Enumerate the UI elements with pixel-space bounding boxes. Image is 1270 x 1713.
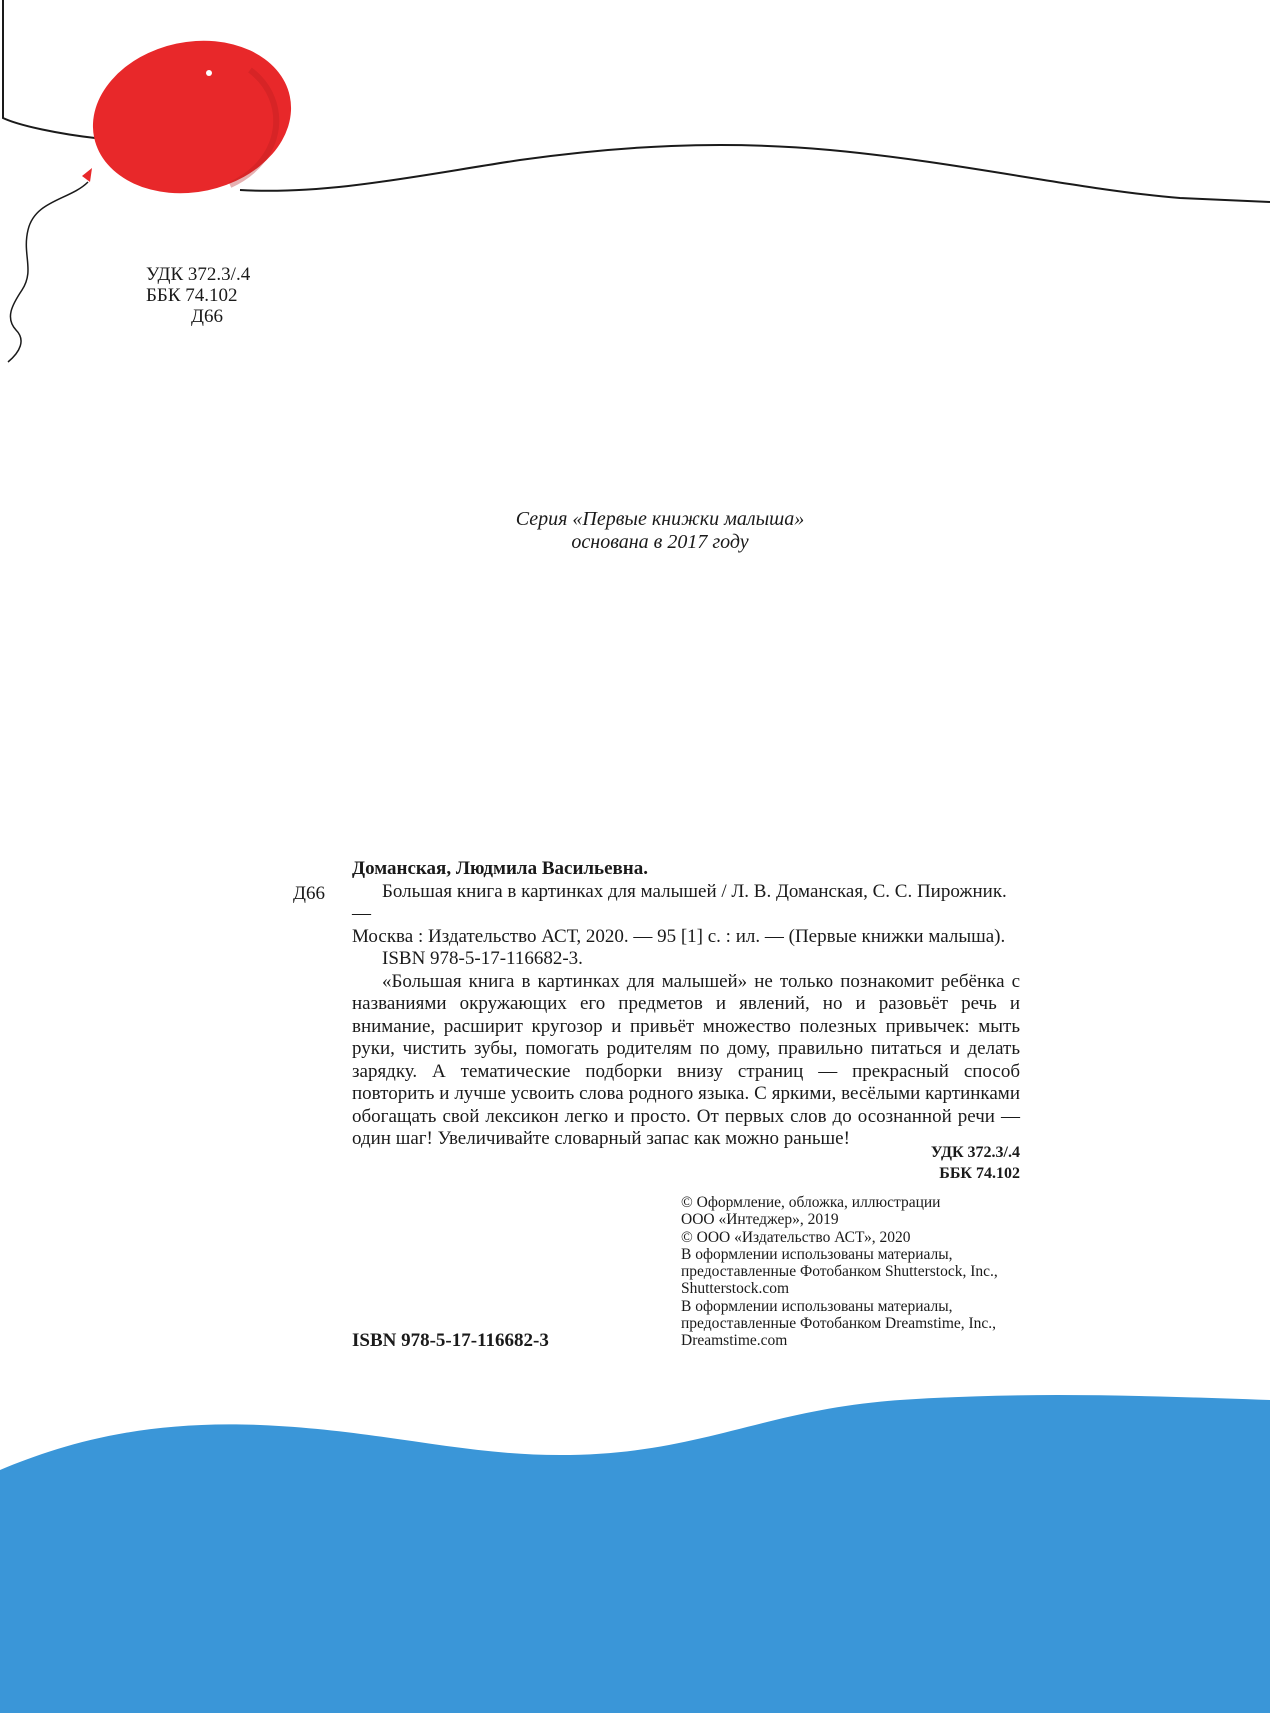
classification-codes <box>820 1142 1020 1184</box>
credit-line: предоставленные Фотобанком Dreamstime, Inc., <box>681 1315 997 1333</box>
isbn-main: ISBN 978-5-17-116682-3 <box>352 1330 549 1351</box>
balloon-string-icon <box>8 182 88 362</box>
wavy-line-icon <box>240 145 1270 202</box>
title-line: Большая книга в картинках для малышей / Л. В. Доманская, С. С. Пирожник. — <box>352 880 1007 924</box>
balloon-string-top-icon <box>3 0 95 138</box>
catalog-code: Д66 <box>293 883 325 904</box>
credit-line: ООО «Интеджер», 2019 <box>681 1211 839 1229</box>
isbn-line: ISBN 978-5-17-116682-3. <box>382 948 583 969</box>
series-note <box>0 508 1270 554</box>
classif-udk: УДК 372.3/.4 <box>930 1144 1020 1161</box>
udk-code: УДК 372.3/.4 <box>146 264 251 285</box>
annotation: «Большая книга в картинках для малышей» не только познакомит ребёнка с названиями окружающих его предметов и явлений, но и разовьёт речь и внимание, расширит кругозор и привьёт множество полезных привычек: мыть руки, чистить зубы, помогать родителям по дому, правильно питаться и делать зарядку. А тематические подборки внизу страниц — прекрасный способ повторить и лучше усвоить слова родного языка. С яркими, весёлыми картинками обогащать свой лексикон легко и просто. От первых слов до осознанной речи — один шаг! Увеличивайте словарный запас как можно раньше! <box>352 970 1020 1149</box>
blue-wave-icon <box>0 1395 1270 1713</box>
bibliographic-record <box>352 858 1020 1151</box>
author-name: Доманская, Людмила Васильевна. <box>352 858 648 879</box>
credit-line: В оформлении использованы материалы, <box>681 1297 953 1315</box>
credit-line: В оформлении использованы материалы, <box>681 1245 953 1263</box>
bbk-code: ББК 74.102 <box>146 285 238 306</box>
credit-line: предоставленные Фотобанком Shutterstock, Inc., <box>681 1263 998 1281</box>
credit-line: © ООО «Издательство АСТ», 2020 <box>681 1228 911 1246</box>
top-classification-codes <box>146 264 250 327</box>
publisher-line: Москва : Издательство АСТ, 2020. — 95 [1] с. : ил. — (Первые книжки малыша). <box>352 925 1006 947</box>
author-mark: Д66 <box>191 306 223 327</box>
classif-bbk: ББК 74.102 <box>939 1165 1020 1182</box>
credit-line: Dreamstime.com <box>681 1332 788 1350</box>
credit-line: Shutterstock.com <box>681 1280 790 1298</box>
series-note-line2: основана в 2017 году <box>571 531 749 553</box>
red-balloon-icon <box>79 23 306 211</box>
credit-line: © Оформление, обложка, иллюстрации <box>681 1194 941 1211</box>
copyright-credits <box>681 1194 1021 1350</box>
series-note-line1: Серия «Первые книжки малыша» <box>515 508 805 530</box>
